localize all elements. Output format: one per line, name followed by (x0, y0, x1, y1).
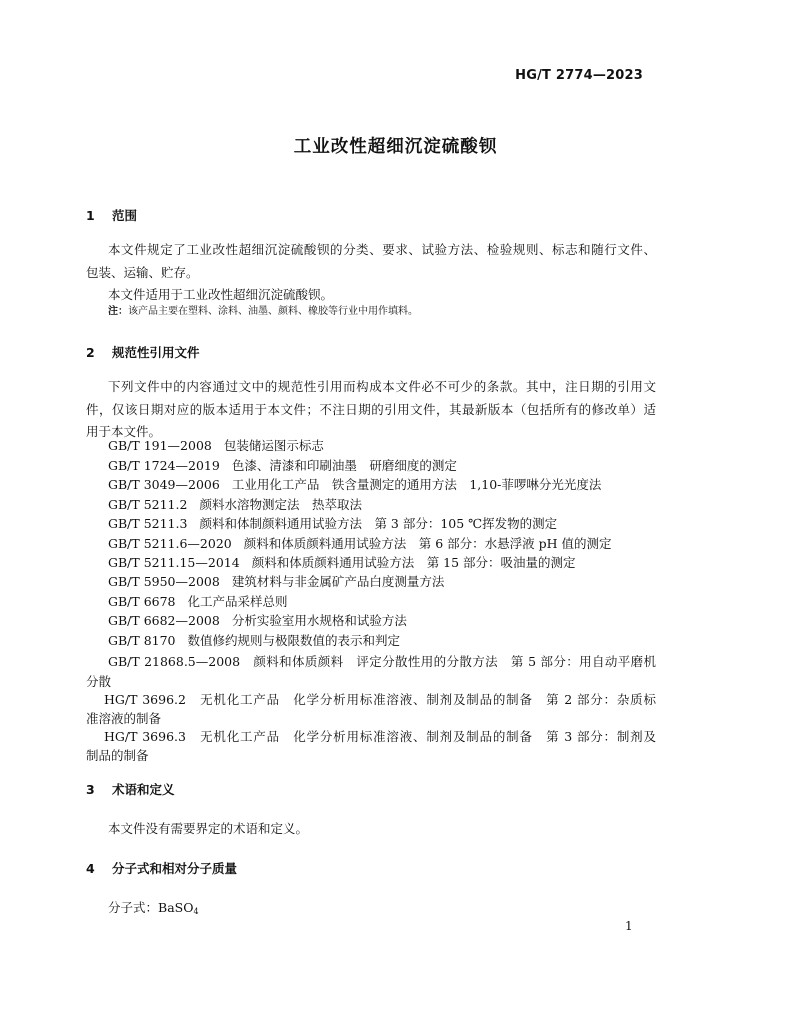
reference-code: GB/T 5211.3 (108, 516, 188, 531)
section-number: 1 (86, 208, 95, 223)
reference-item (108, 475, 601, 495)
reference-item (108, 514, 557, 534)
section-heading-scope (86, 206, 137, 226)
reference-title: 颜料和体质颜料通用试验方法 第 15 部分：吸油量的测定 (251, 555, 576, 570)
reference-item (108, 611, 407, 631)
reference-item-continuation: 制品的制备 (86, 748, 149, 763)
reference-item-wrapped: HG/T 3696.3 无机化工产品 化学分析用标准溶液、制剂及制品的制备 第 3 部分：制剂及 (104, 729, 656, 744)
reference-item-continuation: 准溶液的制备 (86, 711, 162, 726)
reference-item (108, 436, 324, 456)
reference-item-continuation: 分散 (86, 674, 112, 689)
note-text: 该产品主要在塑料、涂料、油墨、颜料、橡胶等行业中用作填料。 (128, 306, 418, 317)
section-number: 3 (86, 782, 95, 797)
reference-code: GB/T 5211.6—2020 (108, 536, 232, 551)
section-heading-formula (86, 859, 237, 879)
reference-item (108, 456, 457, 476)
reference-item (108, 495, 362, 515)
reference-title: 颜料和体质颜料通用试验方法 第 6 部分：水悬浮液 pH 值的测定 (243, 536, 612, 551)
reference-code: GB/T 8170 (108, 633, 176, 648)
scope-applicability: 本文件适用于工业改性超细沉淀硫酸钡。 (108, 287, 334, 302)
reference-title: 化工产品采样总则 (187, 594, 288, 609)
normative-intro-line: 件，仅该日期对应的版本适用于本文件；不注日期的引用文件，其最新版本（包括所有的修改单）适 (86, 402, 656, 417)
section-title: 规范性引用文件 (112, 345, 200, 360)
section-title: 分子式和相对分子质量 (112, 861, 238, 876)
standard-code: HG/T 2774—2023 (515, 68, 643, 83)
normative-intro-line: 下列文件中的内容通过文中的规范性引用而构成本文件必不可少的条款。其中，注日期的引用文 (108, 379, 656, 394)
section-title: 术语和定义 (112, 782, 175, 797)
formula-base: BaSO (158, 900, 194, 915)
reference-code: GB/T 1724—2019 (108, 458, 220, 473)
reference-item-wrapped: HG/T 3696.2 无机化工产品 化学分析用标准溶液、制剂及制品的制备 第 2 部分：杂质标 (104, 692, 656, 707)
reference-title: 建筑材料与非金属矿产品白度测量方法 (231, 574, 445, 589)
scope-note (108, 302, 418, 322)
reference-code: GB/T 5950—2008 (108, 574, 220, 589)
section-number: 2 (86, 345, 95, 360)
reference-title: 包装储运图示标志 (223, 438, 324, 453)
formula-label: 分子式： (108, 900, 159, 915)
note-label: 注： (108, 306, 128, 317)
section-title: 范围 (112, 208, 138, 223)
normative-intro-line: 用于本文件。 (86, 424, 162, 439)
section-heading-normative-references (86, 343, 200, 363)
reference-code: GB/T 191—2008 (108, 438, 212, 453)
reference-title: 工业用化工产品 铁含量测定的通用方法 1,10-菲啰啉分光光度法 (231, 477, 602, 492)
reference-item (108, 553, 576, 573)
reference-item (108, 572, 444, 592)
page-number: 1 (625, 919, 633, 933)
formula-subscript: 4 (193, 907, 199, 916)
reference-item-wrapped: GB/T 21868.5—2008 颜料和体质颜料 评定分散性用的分散方法 第 5 部分：用自动平磨机 (108, 654, 656, 669)
reference-title: 颜料和体制颜料通用试验方法 第 3 部分：105 ℃挥发物的测定 (199, 516, 558, 531)
scope-paragraph-line: 本文件规定了工业改性超细沉淀硫酸钡的分类、要求、试验方法、检验规则、标志和随行文件、 (108, 242, 656, 257)
section-number: 4 (86, 861, 95, 876)
terms-text: 本文件没有需要界定的术语和定义。 (108, 821, 309, 836)
reference-item (108, 631, 400, 651)
document-title: 工业改性超细沉淀硫酸钡 (293, 137, 498, 157)
reference-code: GB/T 5211.15—2014 (108, 555, 240, 570)
reference-title: 分析实验室用水规格和试验方法 (231, 613, 407, 628)
reference-title: 色漆、清漆和印刷油墨 研磨细度的测定 (231, 458, 457, 473)
scope-paragraph-line: 包装、运输、贮存。 (86, 265, 199, 280)
reference-title: 颜料水溶物测定法 热萃取法 (199, 497, 362, 512)
reference-code: GB/T 3049—2006 (108, 477, 220, 492)
reference-code: GB/T 6678 (108, 594, 176, 609)
reference-item (108, 534, 612, 554)
section-heading-terms (86, 780, 175, 800)
reference-title: 数值修约规则与极限数值的表示和判定 (187, 633, 401, 648)
molecular-formula (108, 898, 199, 918)
reference-item (108, 592, 288, 612)
reference-code: GB/T 6682—2008 (108, 613, 220, 628)
reference-code: GB/T 5211.2 (108, 497, 188, 512)
